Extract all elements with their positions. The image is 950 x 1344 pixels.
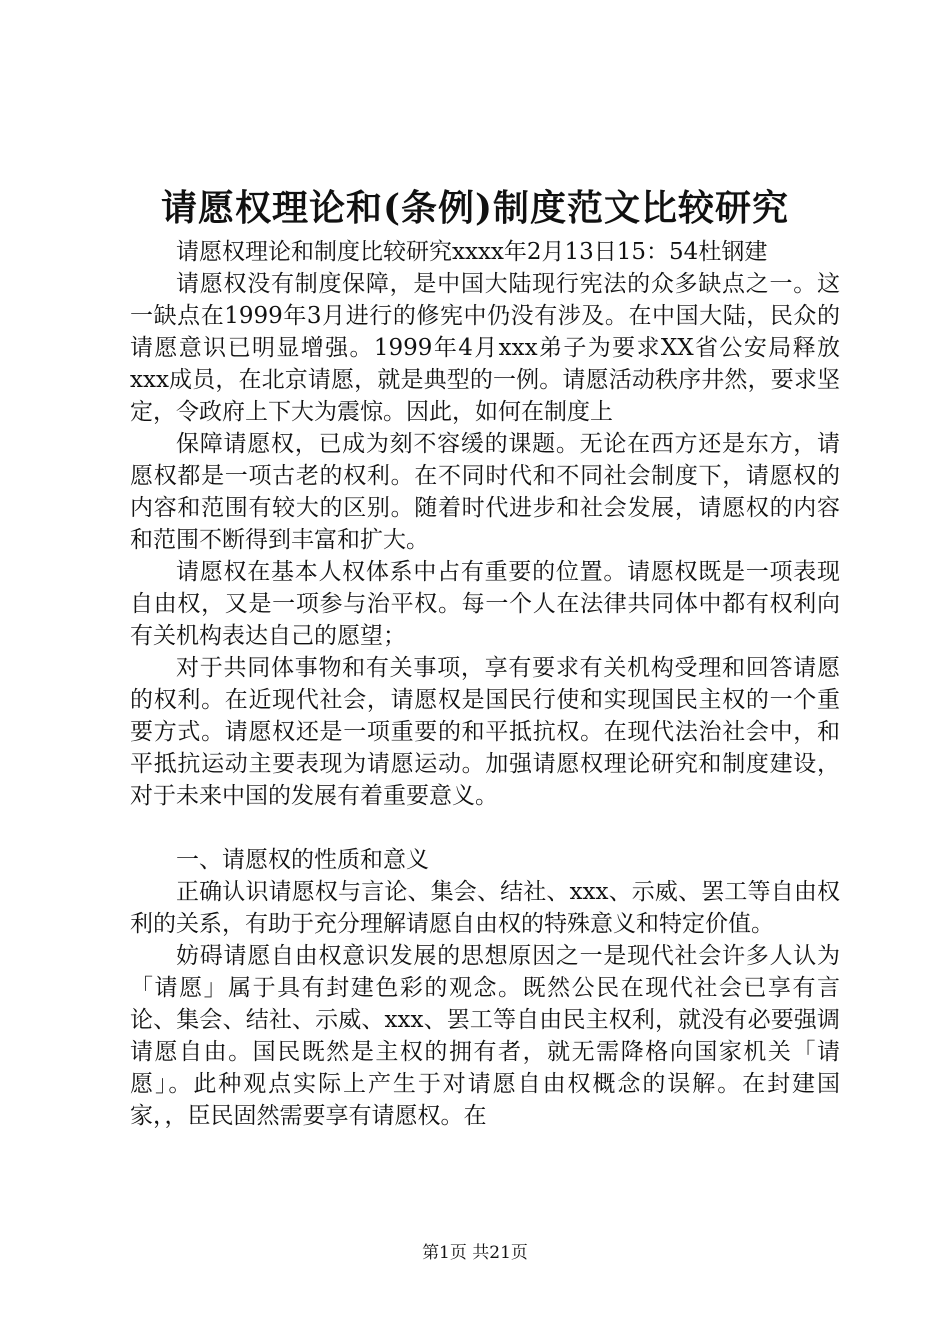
body-paragraph: 请愿权没有制度保障，是中国大陆现行宪法的众多缺点之一。这一缺点在1999年3月进行的修宪中仍没有涉及。在中国大陆，民众的请愿意识已明显增强。1999年4月xxx弟子为要求XX省公安局释放xxx成员，在北京请愿，就是典型的一例。请愿活动秩序井然，要求坚定，令政府上下大为震惊。因此，如何在制度上: [130, 271, 840, 425]
section-heading: 一、请愿权的性质和意义: [176, 847, 429, 873]
body-paragraph: 对于共同体事物和有关事项，享有要求有关机构受理和回答请愿的权利。在近现代社会，请愿权是国民行使和实现国民主权的一个重要方式。请愿权还是一项重要的和平抵抗权。在现代法治社会中，和平抵抗运动主要表现为请愿运动。加强请愿权理论研究和制度建设，对于未来中国的发展有着重要意义。: [130, 655, 840, 809]
body-paragraph: 妨碍请愿自由权意识发展的思想原因之一是现代社会许多人认为「请愿」属于具有封建色彩的观念。既然公民在现代社会已享有言论、集会、结社、示威、xxx、罢工等自由民主权利，就没有必要强调请愿自由。国民既然是主权的拥有者，就无需降格向国家机关「请愿」。此种观点实际上产生于对请愿自由权概念的误解。在封建国家，，臣民固然需要享有请愿权。在: [130, 943, 840, 1129]
page-number-footer: 第1页 共21页: [422, 1243, 528, 1263]
document-title: 请愿权理论和(条例)制度范文比较研究: [160, 187, 790, 229]
byline-paragraph: 请愿权理论和制度比较研究xxxx年2月13日15：54杜钢建: [176, 239, 768, 265]
body-paragraph: 正确认识请愿权与言论、集会、结社、xxx、示威、罢工等自由权利的关系，有助于充分理解请愿自由权的特殊意义和特定价值。: [130, 879, 840, 937]
body-paragraph: 请愿权在基本人权体系中占有重要的位置。请愿权既是一项表现自由权，又是一项参与治平权。每一个人在法律共同体中都有权利向有关机构表达自己的愿望；: [130, 559, 840, 649]
document-body: [130, 236, 840, 1132]
body-paragraph: 保障请愿权，已成为刻不容缓的课题。无论在西方还是东方，请愿权都是一项古老的权利。在不同时代和不同社会制度下，请愿权的内容和范围有较大的区别。随着时代进步和社会发展，请愿权的内容和范围不断得到丰富和扩大。: [130, 431, 840, 553]
